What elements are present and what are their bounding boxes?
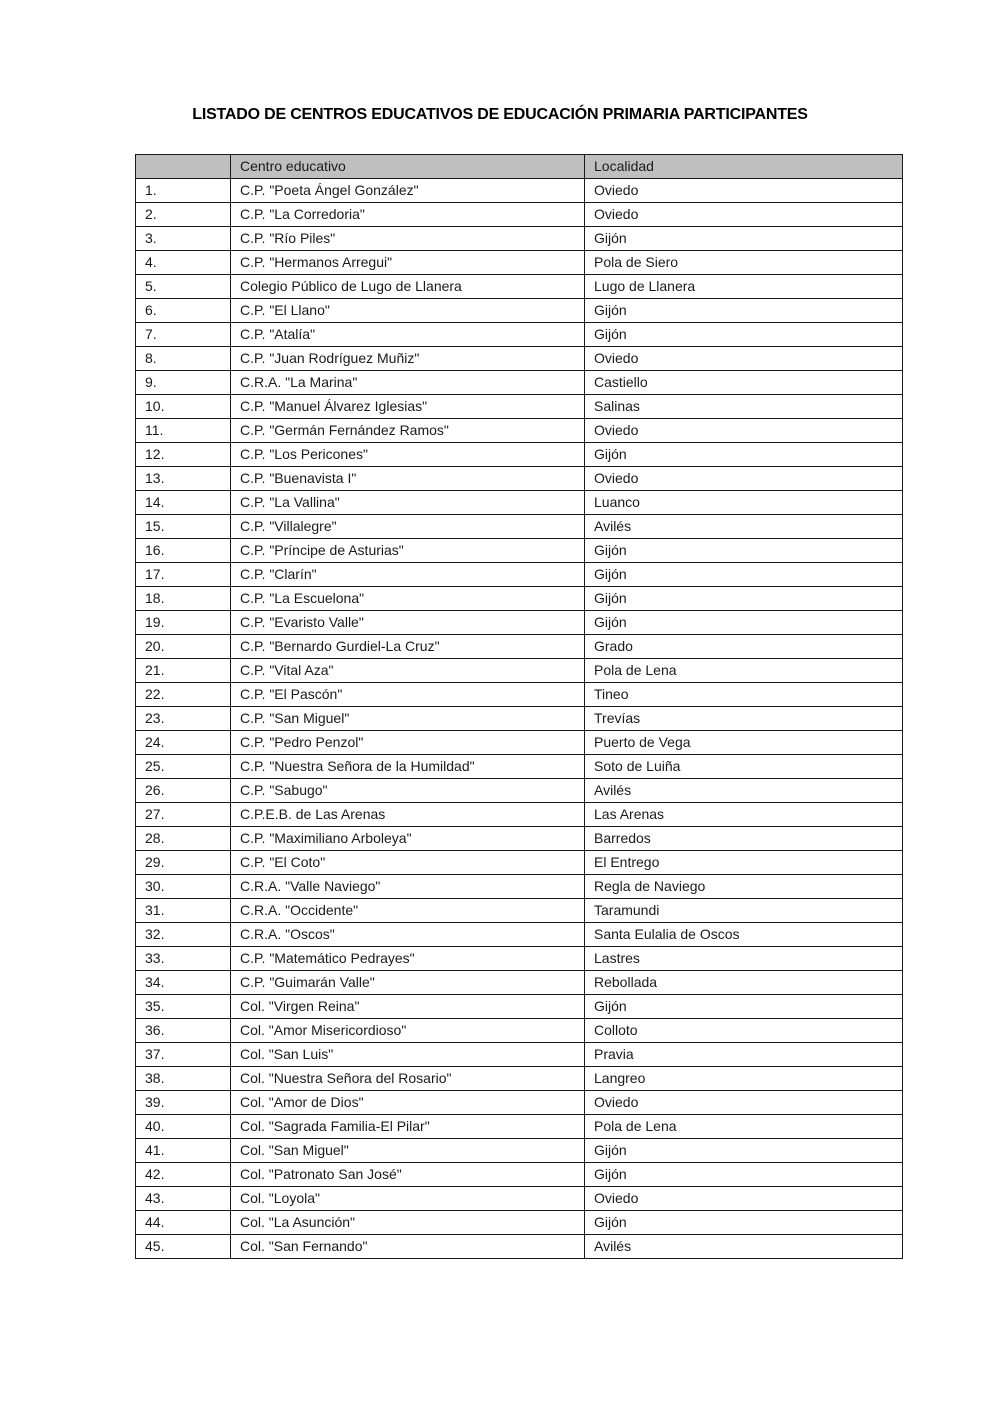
localidad-cell: Santa Eulalia de Oscos xyxy=(585,922,903,946)
row-number-cell: 45. xyxy=(136,1234,231,1258)
table-row xyxy=(136,514,903,538)
row-number-cell: 38. xyxy=(136,1066,231,1090)
localidad-cell: Salinas xyxy=(585,394,903,418)
centro-cell: C.P. "Vital Aza" xyxy=(231,658,585,682)
row-number-cell: 40. xyxy=(136,1114,231,1138)
localidad-cell: Trevías xyxy=(585,706,903,730)
table-row xyxy=(136,706,903,730)
row-number-cell: 3. xyxy=(136,226,231,250)
table-row xyxy=(136,298,903,322)
centro-cell: Col. "Virgen Reina" xyxy=(231,994,585,1018)
table-row xyxy=(136,562,903,586)
centro-cell: C.P. "Atalía" xyxy=(231,322,585,346)
localidad-cell: Gijón xyxy=(585,610,903,634)
table-row xyxy=(136,322,903,346)
row-number-cell: 17. xyxy=(136,562,231,586)
row-number-cell: 31. xyxy=(136,898,231,922)
centro-cell: Col. "Loyola" xyxy=(231,1186,585,1210)
table-row xyxy=(136,370,903,394)
centro-cell: Col. "Patronato San José" xyxy=(231,1162,585,1186)
table-row xyxy=(136,1042,903,1066)
row-number-cell: 36. xyxy=(136,1018,231,1042)
table-row xyxy=(136,1114,903,1138)
row-number-cell: 37. xyxy=(136,1042,231,1066)
row-number-cell: 18. xyxy=(136,586,231,610)
localidad-cell: Pravia xyxy=(585,1042,903,1066)
centro-cell: C.P.E.B. de Las Arenas xyxy=(231,802,585,826)
table-row xyxy=(136,394,903,418)
localidad-cell: Grado xyxy=(585,634,903,658)
row-number-cell: 12. xyxy=(136,442,231,466)
centro-cell: C.P. "Nuestra Señora de la Humildad" xyxy=(231,754,585,778)
table-row xyxy=(136,946,903,970)
row-number-cell: 26. xyxy=(136,778,231,802)
row-number-cell: 2. xyxy=(136,202,231,226)
localidad-cell: Gijón xyxy=(585,322,903,346)
row-number-cell: 34. xyxy=(136,970,231,994)
localidad-cell: Tineo xyxy=(585,682,903,706)
table-row xyxy=(136,1018,903,1042)
centro-cell: Colegio Público de Lugo de Llanera xyxy=(231,274,585,298)
table-row xyxy=(136,874,903,898)
centro-cell: C.P. "Guimarán Valle" xyxy=(231,970,585,994)
table-row xyxy=(136,970,903,994)
row-number-cell: 30. xyxy=(136,874,231,898)
centro-cell: C.P. "Buenavista I" xyxy=(231,466,585,490)
localidad-cell: Gijón xyxy=(585,994,903,1018)
centro-cell: C.P. "Hermanos Arregui" xyxy=(231,250,585,274)
table-row xyxy=(136,826,903,850)
localidad-cell: Regla de Naviego xyxy=(585,874,903,898)
table-row xyxy=(136,1138,903,1162)
table-row xyxy=(136,418,903,442)
centro-cell: Col. "San Luis" xyxy=(231,1042,585,1066)
table-row xyxy=(136,1162,903,1186)
row-number-cell: 24. xyxy=(136,730,231,754)
localidad-cell: Oviedo xyxy=(585,466,903,490)
table-row xyxy=(136,658,903,682)
row-number-cell: 25. xyxy=(136,754,231,778)
table-row xyxy=(136,346,903,370)
centro-cell: C.P. "La Escuelona" xyxy=(231,586,585,610)
table-row xyxy=(136,1186,903,1210)
localidad-cell: Oviedo xyxy=(585,1090,903,1114)
localidad-cell: Las Arenas xyxy=(585,802,903,826)
centro-cell: Col. "Amor Misericordioso" xyxy=(231,1018,585,1042)
centro-cell: C.P. "Clarín" xyxy=(231,562,585,586)
row-number-cell: 7. xyxy=(136,322,231,346)
table-row xyxy=(136,226,903,250)
centro-cell: Col. "La Asunción" xyxy=(231,1210,585,1234)
centro-cell: C.P. "El Llano" xyxy=(231,298,585,322)
localidad-cell: Colloto xyxy=(585,1018,903,1042)
localidad-cell: Gijón xyxy=(585,1162,903,1186)
table-body xyxy=(136,178,903,1258)
localidad-cell: Oviedo xyxy=(585,1186,903,1210)
table-row xyxy=(136,994,903,1018)
row-number-cell: 1. xyxy=(136,178,231,202)
centro-cell: C.P. "Río Piles" xyxy=(231,226,585,250)
table-row xyxy=(136,1234,903,1258)
localidad-cell: Gijón xyxy=(585,1210,903,1234)
row-number-cell: 20. xyxy=(136,634,231,658)
localidad-cell: Gijón xyxy=(585,442,903,466)
localidad-cell: Gijón xyxy=(585,538,903,562)
localidad-cell: Soto de Luiña xyxy=(585,754,903,778)
table-row xyxy=(136,730,903,754)
row-number-cell: 27. xyxy=(136,802,231,826)
centro-cell: C.P. "El Pascón" xyxy=(231,682,585,706)
table-row xyxy=(136,850,903,874)
table-row xyxy=(136,178,903,202)
localidad-cell: Taramundi xyxy=(585,898,903,922)
localidad-cell: Langreo xyxy=(585,1066,903,1090)
row-number-cell: 8. xyxy=(136,346,231,370)
centers-table xyxy=(135,154,903,1259)
localidad-cell: Avilés xyxy=(585,514,903,538)
row-number-cell: 41. xyxy=(136,1138,231,1162)
centro-cell: C.P. "Sabugo" xyxy=(231,778,585,802)
centro-cell: C.R.A. "Oscos" xyxy=(231,922,585,946)
table-row xyxy=(136,682,903,706)
localidad-cell: Oviedo xyxy=(585,202,903,226)
centro-cell: C.P. "El Coto" xyxy=(231,850,585,874)
centro-cell: C.R.A. "La Marina" xyxy=(231,370,585,394)
header-cell-number xyxy=(136,154,231,178)
table-row xyxy=(136,610,903,634)
centro-cell: Col. "Amor de Dios" xyxy=(231,1090,585,1114)
centro-cell: Col. "Sagrada Familia-El Pilar" xyxy=(231,1114,585,1138)
centro-cell: C.P. "Juan Rodríguez Muñiz" xyxy=(231,346,585,370)
row-number-cell: 9. xyxy=(136,370,231,394)
row-number-cell: 21. xyxy=(136,658,231,682)
centro-cell: C.P. "Poeta Ángel González" xyxy=(231,178,585,202)
row-number-cell: 11. xyxy=(136,418,231,442)
centro-cell: C.P. "Bernardo Gurdiel-La Cruz" xyxy=(231,634,585,658)
centro-cell: C.P. "Los Pericones" xyxy=(231,442,585,466)
centro-cell: C.P. "Maximiliano Arboleya" xyxy=(231,826,585,850)
table-row xyxy=(136,922,903,946)
row-number-cell: 22. xyxy=(136,682,231,706)
row-number-cell: 29. xyxy=(136,850,231,874)
localidad-cell: Gijón xyxy=(585,586,903,610)
table-header-row xyxy=(136,154,903,178)
row-number-cell: 15. xyxy=(136,514,231,538)
table-row xyxy=(136,898,903,922)
localidad-cell: Gijón xyxy=(585,562,903,586)
page-title: LISTADO DE CENTROS EDUCATIVOS DE EDUCACIÓN PRIMARIA PARTICIPANTES xyxy=(192,106,808,123)
centro-cell: C.P. "Matemático Pedrayes" xyxy=(231,946,585,970)
localidad-cell: Lastres xyxy=(585,946,903,970)
table-row xyxy=(136,778,903,802)
row-number-cell: 5. xyxy=(136,274,231,298)
row-number-cell: 13. xyxy=(136,466,231,490)
table-row xyxy=(136,490,903,514)
localidad-cell: Pola de Siero xyxy=(585,250,903,274)
centro-cell: C.R.A. "Valle Naviego" xyxy=(231,874,585,898)
localidad-cell: Avilés xyxy=(585,1234,903,1258)
centro-cell: C.P. "Evaristo Valle" xyxy=(231,610,585,634)
localidad-cell: Oviedo xyxy=(585,178,903,202)
table-row xyxy=(136,1210,903,1234)
row-number-cell: 44. xyxy=(136,1210,231,1234)
header-cell-centro-educativo: Centro educativo xyxy=(231,154,585,178)
localidad-cell: Pola de Lena xyxy=(585,658,903,682)
row-number-cell: 42. xyxy=(136,1162,231,1186)
row-number-cell: 32. xyxy=(136,922,231,946)
localidad-cell: Avilés xyxy=(585,778,903,802)
table-row xyxy=(136,202,903,226)
row-number-cell: 19. xyxy=(136,610,231,634)
centro-cell: Col. "San Miguel" xyxy=(231,1138,585,1162)
centro-cell: C.P. "Manuel Álvarez Iglesias" xyxy=(231,394,585,418)
localidad-cell: Barredos xyxy=(585,826,903,850)
centro-cell: C.P. "La Corredoria" xyxy=(231,202,585,226)
table-row xyxy=(136,274,903,298)
table-row xyxy=(136,634,903,658)
centro-cell: C.P. "Príncipe de Asturias" xyxy=(231,538,585,562)
localidad-cell: Lugo de Llanera xyxy=(585,274,903,298)
centro-cell: Col. "San Fernando" xyxy=(231,1234,585,1258)
table-row xyxy=(136,1090,903,1114)
localidad-cell: Luanco xyxy=(585,490,903,514)
centro-cell: C.P. "Germán Fernández Ramos" xyxy=(231,418,585,442)
table-row xyxy=(136,802,903,826)
localidad-cell: Oviedo xyxy=(585,418,903,442)
row-number-cell: 33. xyxy=(136,946,231,970)
row-number-cell: 6. xyxy=(136,298,231,322)
localidad-cell: El Entrego xyxy=(585,850,903,874)
row-number-cell: 10. xyxy=(136,394,231,418)
localidad-cell: Gijón xyxy=(585,298,903,322)
table-row xyxy=(136,754,903,778)
localidad-cell: Puerto de Vega xyxy=(585,730,903,754)
centro-cell: C.R.A. "Occidente" xyxy=(231,898,585,922)
localidad-cell: Gijón xyxy=(585,1138,903,1162)
row-number-cell: 14. xyxy=(136,490,231,514)
row-number-cell: 35. xyxy=(136,994,231,1018)
row-number-cell: 16. xyxy=(136,538,231,562)
centro-cell: C.P. "San Miguel" xyxy=(231,706,585,730)
centro-cell: Col. "Nuestra Señora del Rosario" xyxy=(231,1066,585,1090)
header-cell-localidad: Localidad xyxy=(585,154,903,178)
localidad-cell: Pola de Lena xyxy=(585,1114,903,1138)
row-number-cell: 39. xyxy=(136,1090,231,1114)
localidad-cell: Gijón xyxy=(585,226,903,250)
centro-cell: C.P. "La Vallina" xyxy=(231,490,585,514)
table-row xyxy=(136,538,903,562)
row-number-cell: 28. xyxy=(136,826,231,850)
table-row xyxy=(136,250,903,274)
centro-cell: C.P. "Villalegre" xyxy=(231,514,585,538)
row-number-cell: 43. xyxy=(136,1186,231,1210)
table-row xyxy=(136,586,903,610)
row-number-cell: 23. xyxy=(136,706,231,730)
centro-cell: C.P. "Pedro Penzol" xyxy=(231,730,585,754)
localidad-cell: Rebollada xyxy=(585,970,903,994)
table-row xyxy=(136,466,903,490)
localidad-cell: Castiello xyxy=(585,370,903,394)
row-number-cell: 4. xyxy=(136,250,231,274)
table-row xyxy=(136,442,903,466)
table-row xyxy=(136,1066,903,1090)
localidad-cell: Oviedo xyxy=(585,346,903,370)
